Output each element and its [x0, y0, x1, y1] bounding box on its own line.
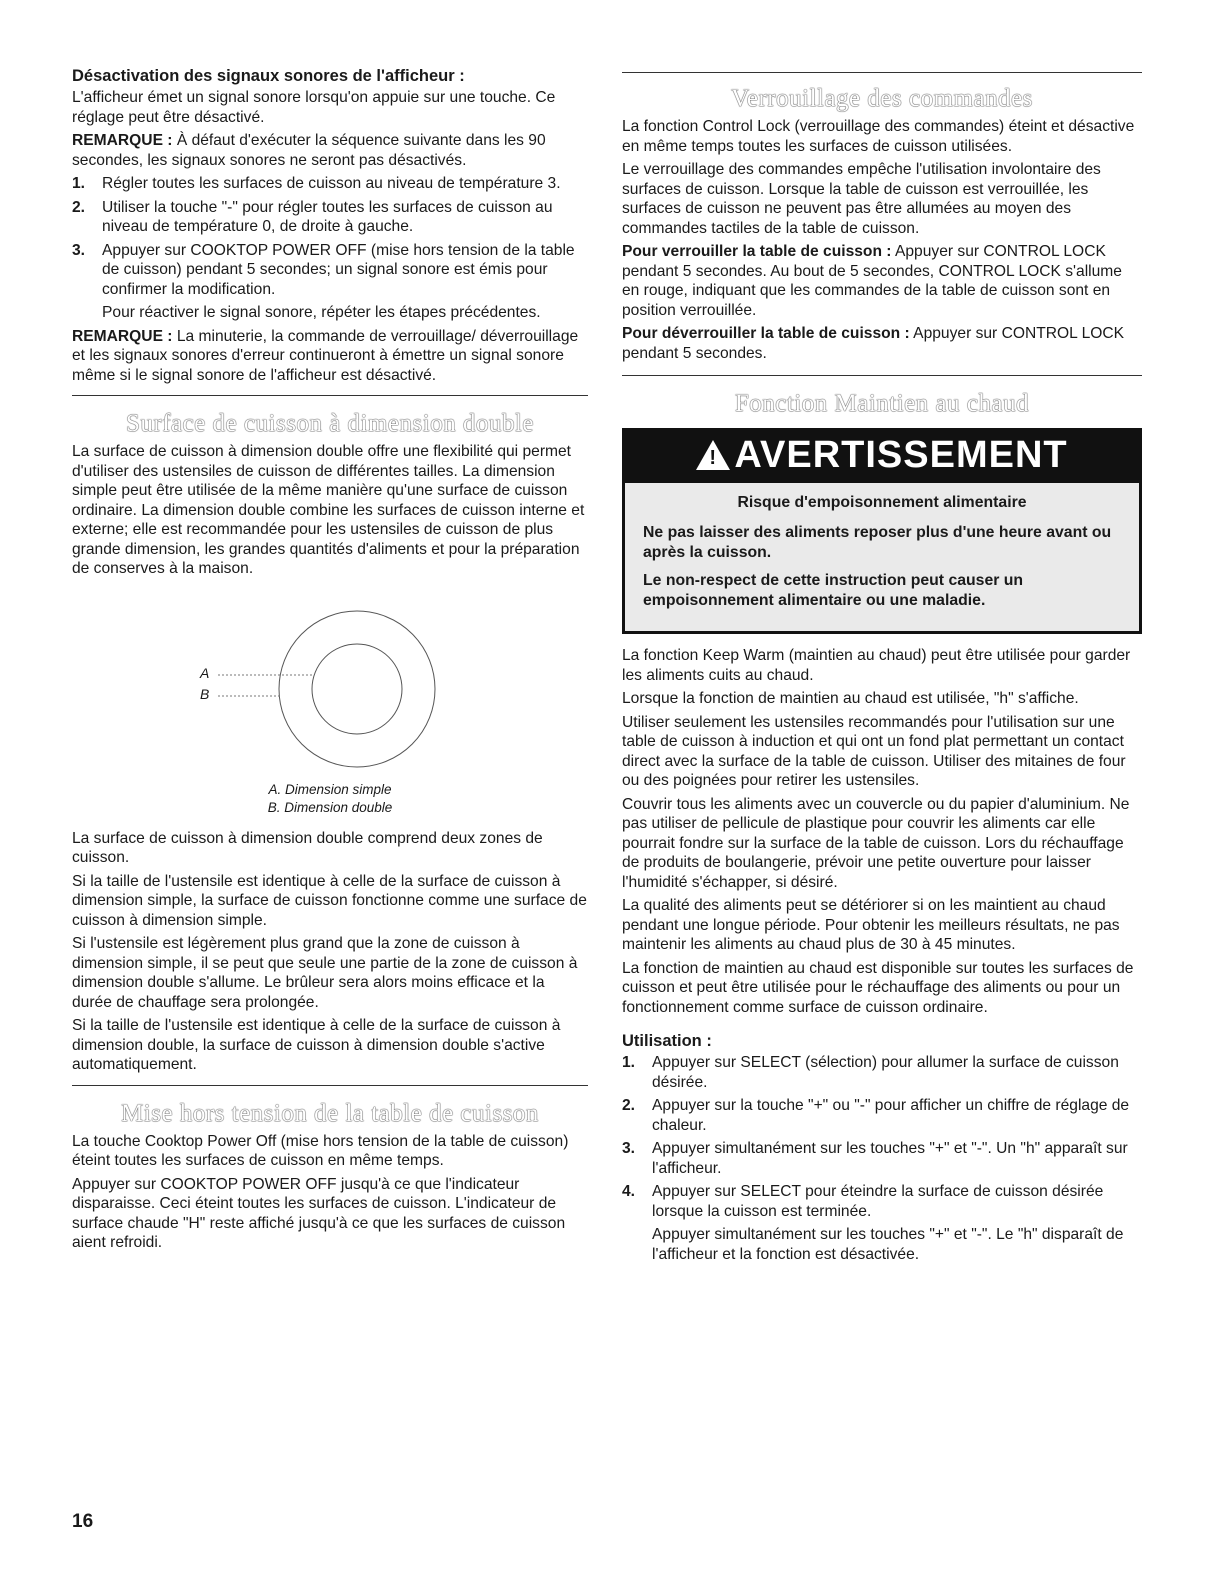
keep-warm-paragraph-2: Lorsque la fonction de maintien au chaud est utilisée, "h" s'affiche.	[622, 690, 1079, 707]
warning-risk: Risque d'empoisonnement alimentaire	[737, 494, 1027, 511]
lock-label: Pour verrouiller la table de cuisson :	[622, 243, 892, 260]
lock-instructions	[622, 242, 1142, 320]
dual-paragraph-3: Si la taille de l'ustensile est identique à celle de la surface de cuisson à dimension simple, la surface de cuisson fonctionne comme une surface de cuisson à dimension simple.	[72, 872, 587, 929]
keep-warm-paragraph-1: La fonction Keep Warm (maintien au chaud) peut être utilisée pour garder les aliments cuits au chaud.	[622, 647, 1131, 684]
step-text: Appuyer sur SELECT (sélection) pour allumer la surface de cuisson désirée.	[652, 1054, 1119, 1091]
usage-heading: Utilisation :	[622, 1032, 712, 1050]
right-column	[622, 66, 1142, 1268]
display-sounds-steps	[72, 174, 588, 299]
keep-warm-section-title: Fonction Maintien au chaud	[734, 390, 1030, 417]
list-item	[72, 198, 588, 237]
keep-warm-paragraph-5: La qualité des aliments peut se détériorer si on les maintient au chaud pendant une longue période. Pour obtenir les meilleurs résultats, ne pas maintenir les aliments au chaud plus de 30 à 45 minutes.	[622, 897, 1120, 953]
warning-header	[625, 431, 1139, 483]
note-text: La minuterie, la commande de verrouillage/ déverrouillage et les signaux sonores d'erreur continueront à émettre un signal sonore même si le signal sonore de l'afficheur est désactivé.	[72, 327, 579, 384]
keep-warm-paragraph-4: Couvrir tous les aliments avec un couvercle ou du papier d'aluminium. Ne pas utiliser de pellicule de plastique pour couvrir les aliments car elle pourrait fondre sur la surface de la table de cuisson. Lors du réchauffage de produits de boulangerie, prévoir une petite ouverture pour laisser l'humidité s'échapper, si désiré.	[622, 795, 1130, 891]
warning-body	[625, 483, 1139, 631]
lock-section-title: Verrouillage des commandes	[731, 85, 1033, 112]
section-divider	[622, 72, 1142, 73]
caption-b: B. Dimension double	[267, 799, 393, 815]
usage-final-text: Appuyer simultanément sur les touches "+" et "-". Le "h" disparaît de l'afficheur et la fonction est désactivée.	[652, 1226, 1124, 1263]
unlock-label: Pour déverrouiller la table de cuisson :	[622, 325, 910, 342]
warning-line-1: Ne pas laisser des aliments reposer plus d'une heure avant ou après la cuisson.	[643, 524, 1112, 561]
list-item	[622, 1053, 1142, 1092]
step-number: 2.	[622, 1097, 636, 1114]
page-number: 16	[72, 1511, 94, 1532]
step-text: Appuyer sur SELECT pour éteindre la surface de cuisson désirée lorsque la cuisson est terminée.	[652, 1183, 1104, 1220]
label-b: B	[200, 685, 210, 702]
step-text: Appuyer sur la touche "+" ou "-" pour afficher un chiffre de réglage de chaleur.	[652, 1097, 1130, 1134]
section-divider	[622, 375, 1142, 376]
left-column	[72, 66, 588, 1257]
note-text: À défaut d'exécuter la séquence suivante dans les 90 secondes, les signaux sonores ne seront pas désactivés.	[72, 132, 546, 169]
dual-element-drawing	[72, 589, 588, 779]
reactivate-text: Pour réactiver le signal sonore, répéter les étapes précédentes.	[102, 304, 541, 321]
section-divider	[72, 1085, 588, 1086]
dual-paragraph-5: Si la taille de l'ustensile est identique à celle de la surface de cuisson à dimension double, la surface de cuisson à dimension double s'active automatiquement.	[72, 1017, 561, 1073]
lock-paragraph-1: La fonction Control Lock (verrouillage des commandes) éteint et désactive en même temps toutes les surfaces de cuisson utilisées.	[622, 118, 1135, 155]
display-sounds-heading: Désactivation des signaux sonores de l'afficheur :	[72, 67, 465, 85]
list-item	[622, 1182, 1142, 1221]
unlock-text: Appuyer sur CONTROL LOCK pendant 5 secondes.	[622, 325, 1125, 362]
usage-steps	[622, 1053, 1142, 1221]
warning-line-2: Le non-respect de cette instruction peut causer un empoisonnement alimentaire ou une maladie.	[643, 572, 1024, 609]
step-text: Régler toutes les surfaces de cuisson au niveau de température 3.	[102, 175, 561, 192]
caption-a: A. Dimension simple	[268, 781, 392, 797]
keep-warm-paragraph-6: La fonction de maintien au chaud est disponible sur toutes les surfaces de cuisson et peut être utilisée pour le réchauffage des aliments ou pour un fonctionnement comme surface de cuisson ordinaire.	[622, 959, 1134, 1016]
list-item	[622, 1096, 1142, 1135]
dual-section-title: Surface de cuisson à dimension double	[126, 410, 534, 437]
power-off-paragraph-1: La touche Cooktop Power Off (mise hors tension de la table de cuisson) éteint toutes les surfaces de cuisson en même temps.	[72, 1132, 569, 1169]
power-off-paragraph-2: Appuyer sur COOKTOP POWER OFF jusqu'à ce que l'indicateur disparaisse. Ceci éteint toutes les surfaces de cuisson. L'indicateur de surface chaude "H" reste affiché jusqu'à ce que les surfaces de cuisson aient refroidi.	[72, 1175, 566, 1251]
note-label: REMARQUE :	[72, 132, 173, 149]
step-number: 3.	[622, 1140, 636, 1157]
lock-paragraph-2: Le verrouillage des commandes empêche l'utilisation involontaire des surfaces de cuisson. Lorsque la table de cuisson est verrouillée, les surfaces de cuisson ne peuvent pas être allumées au moyen des commandes tactiles de la table de cuisson.	[622, 161, 1101, 237]
note-label: REMARQUE :	[72, 327, 173, 345]
unlock-instructions	[622, 324, 1142, 363]
warning-box	[622, 428, 1142, 634]
step-number: 3.	[72, 241, 86, 259]
step-number: 1.	[72, 175, 86, 192]
dual-paragraph-4: Si l'ustensile est légèrement plus grand que la zone de cuisson à dimension simple, il se peut que seule une partie de la zone de cuisson à dimension double s'allume. Le brûleur sera alors moins efficace et la durée de chauffage sera prolongée.	[72, 935, 578, 1011]
warning-triangle-icon	[696, 440, 730, 470]
display-sounds-note-2	[72, 327, 588, 386]
step-number: 2.	[72, 198, 86, 216]
display-sounds-note-1	[72, 131, 588, 170]
list-item	[72, 241, 588, 300]
step-text: Utiliser la touche "-" pour régler toutes les surfaces de cuisson au niveau de température 0, de droite à gauche.	[102, 198, 553, 235]
step-number: 4.	[622, 1183, 636, 1200]
warning-title: AVERTISSEMENT	[734, 434, 1068, 476]
label-a: A	[200, 664, 210, 681]
display-sounds-intro: L'afficheur émet un signal sonore lorsqu'on appuie sur une touche. Ce réglage peut être désactivé.	[72, 89, 556, 126]
list-item	[622, 1139, 1142, 1178]
step-number: 1.	[622, 1054, 636, 1071]
dual-paragraph-2: La surface de cuisson à dimension double comprend deux zones de cuisson.	[72, 829, 543, 866]
step-text: Appuyer sur COOKTOP POWER OFF (mise hors tension de la table de cuisson) pendant 5 secondes; un signal sonore est émis pour confirmer la modification.	[102, 241, 575, 298]
warning-symbol: !	[709, 447, 718, 469]
dual-element-diagram	[72, 589, 588, 779]
power-off-section-title: Mise hors tension de la table de cuisson	[121, 1099, 539, 1127]
list-item	[72, 174, 588, 194]
section-divider	[72, 395, 588, 396]
figure-caption	[72, 781, 588, 817]
dual-intro: La surface de cuisson à dimension double offre une flexibilité qui permet d'utiliser des ustensiles de cuisson de différentes tailles. La dimension simple peut être utilisée de la même manière qu'une surface de cuisson ordinaire. La dimension double combine les surfaces de cuisson interne et externe; elle est recommandée pour les ustensiles de cuisson de plus grande dimension, les grandes quantités d'aliments et pour la préparation de conserves à la maison.	[72, 443, 585, 577]
step-text: Appuyer simultanément sur les touches "+" et "-". Un "h" apparaît sur l'afficheur.	[652, 1140, 1128, 1177]
keep-warm-paragraph-3: Utiliser seulement les ustensiles recommandés pour l'utilisation sur une table de cuisson à induction et qui ont un fond plat permettant un contact direct avec la surface de la table de cuisson. Utiliser des mitaines de four ou des poignées pour retirer les ustensiles.	[622, 713, 1126, 789]
lock-text: Appuyer sur CONTROL LOCK pendant 5 secondes. Au bout de 5 secondes, CONTROL LOCK s'allume en rouge, indiquant que les commandes de la table de cuisson sont en position verrouillée.	[622, 243, 1122, 319]
